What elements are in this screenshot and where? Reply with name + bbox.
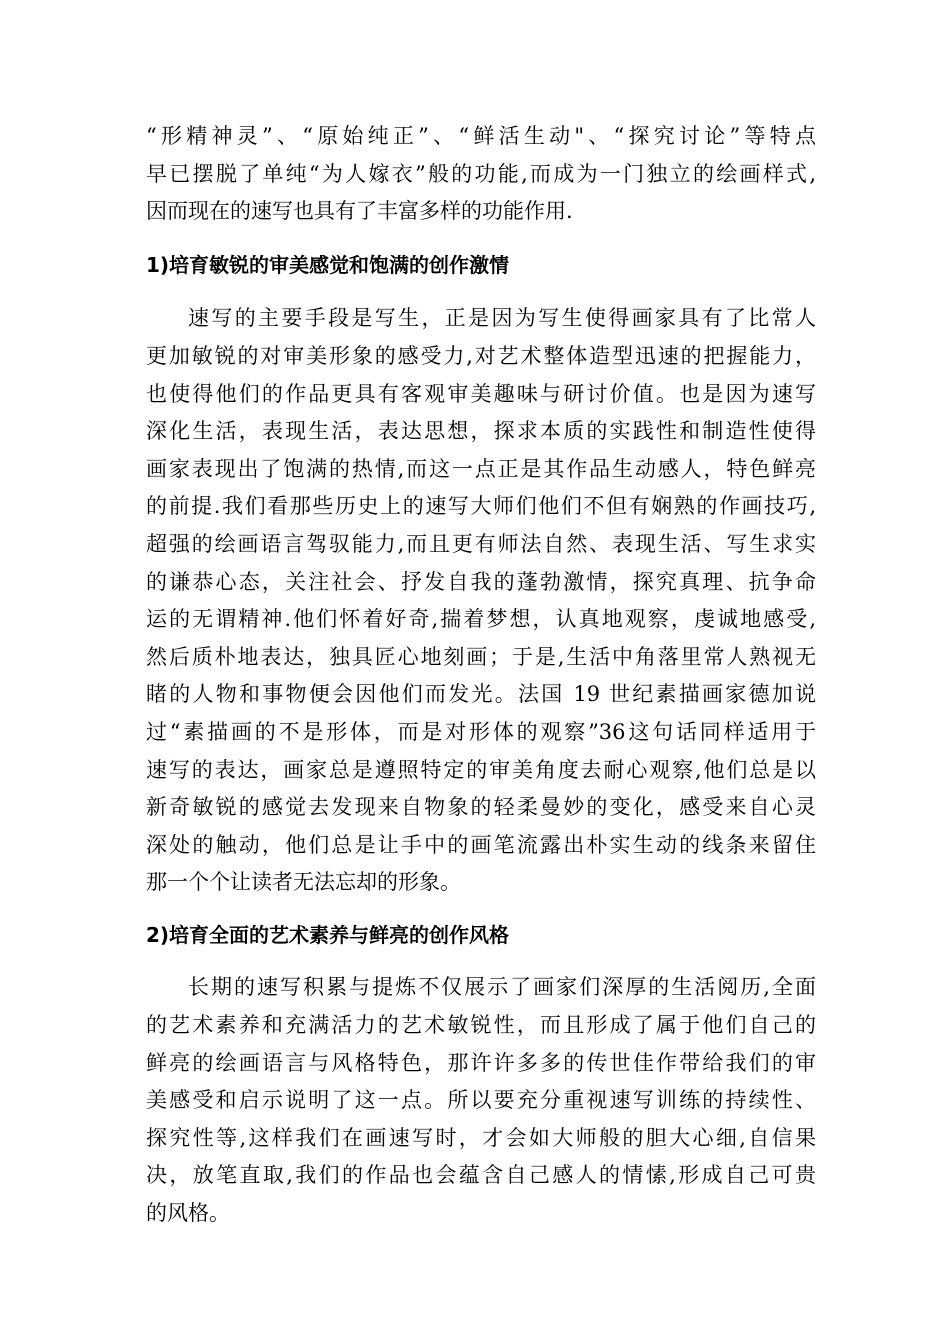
section-1-paragraph — [146, 300, 816, 902]
intro-paragraph — [146, 118, 816, 231]
text-line: 速写的主要手段是写生，正是因为写生使得画家具有了比常人 — [188, 306, 816, 331]
text-line: 的谦恭心态，关注社会、抒发自我的蓬勃激情，探究真理、抗争命 — [146, 569, 816, 594]
text-line: 深化生活，表现生活，表达思想，探求本质的实践性和制造性使得 — [146, 419, 816, 444]
text-line: “形精神灵”、“原始纯正”、“鲜活生动"、“探究讨论”等特点 — [146, 124, 816, 148]
text-line: 探究性等,这样我们在画速写时，才会如大师般的胆大心细,自信果 — [146, 1125, 816, 1150]
section-heading-1: 1)培育敏锐的审美感觉和饱满的创作激情 — [146, 252, 510, 277]
text-line: 新奇敏锐的感觉去发现来自物象的轻柔曼妙的变化，感受来自心灵 — [146, 795, 816, 820]
text-line: 的风格。 — [146, 1201, 230, 1226]
text-line: 因而现在的速写也具有了丰富多样的功能作用. — [146, 199, 573, 224]
text-line: 决，放笔直取,我们的作品也会蕴含自己感人的情愫,形成自己可贵 — [146, 1163, 816, 1188]
text-line: 鲜亮的绘画语言与风格特色，那许许多多的传世佳作带给我们的审 — [146, 1050, 816, 1075]
document-body — [146, 118, 816, 1233]
text-line: 美感受和启示说明了这一点。所以要充分重视速写训练的持续性、 — [146, 1088, 816, 1113]
text-line: 睹的人物和事物便会因他们而发光。法国 19 世纪素描画家德加说 — [146, 682, 816, 707]
section-2-paragraph — [146, 969, 816, 1232]
text-line: 过“素描画的不是形体，而是对形体的观察”36这句话同样适用于 — [146, 719, 816, 744]
text-line: 更加敏锐的对审美形象的感受力,对艺术整体造型迅速的把握能力， — [146, 343, 816, 368]
text-line: 早已摆脱了单纯“为人嫁衣”般的功能,而成为一门独立的绘画样式, — [146, 161, 816, 186]
text-line: 速写的表达，画家总是遵照特定的审美角度去耐心观察,他们总是以 — [146, 757, 816, 782]
text-line: 画家表现出了饱满的热情,而这一点正是其作品生动感人，特色鲜亮 — [146, 456, 816, 481]
text-line: 的前提.我们看那些历史上的速写大师们他们不但有娴熟的作画技巧, — [146, 494, 816, 519]
text-line: 然后质朴地表达，独具匠心地刻画；于是,生活中角落里常人熟视无 — [146, 644, 816, 669]
text-line: 运的无谓精神.他们怀着好奇,揣着梦想，认真地观察，虔诚地感受, — [146, 607, 816, 632]
text-line: 长期的速写积累与提炼不仅展示了画家们深厚的生活阅历,全面 — [188, 975, 816, 1000]
text-line: 也使得他们的作品更具有客观审美趣味与研讨价值。也是因为速写 — [146, 381, 816, 406]
text-line: 深处的触动，他们总是让手中的画笔流露出朴实生动的线条来留住 — [146, 832, 816, 857]
text-line: 的艺术素养和充满活力的艺术敏锐性，而且形成了属于他们自己的 — [146, 1013, 816, 1038]
text-line: 超强的绘画语言驾驭能力,而且更有师法自然、表现生活、写生求实 — [146, 531, 816, 556]
text-line: 那一个个让读者无法忘却的形象。 — [146, 870, 461, 895]
section-heading-2: 2)培育全面的艺术素养与鲜亮的创作风格 — [146, 922, 510, 947]
